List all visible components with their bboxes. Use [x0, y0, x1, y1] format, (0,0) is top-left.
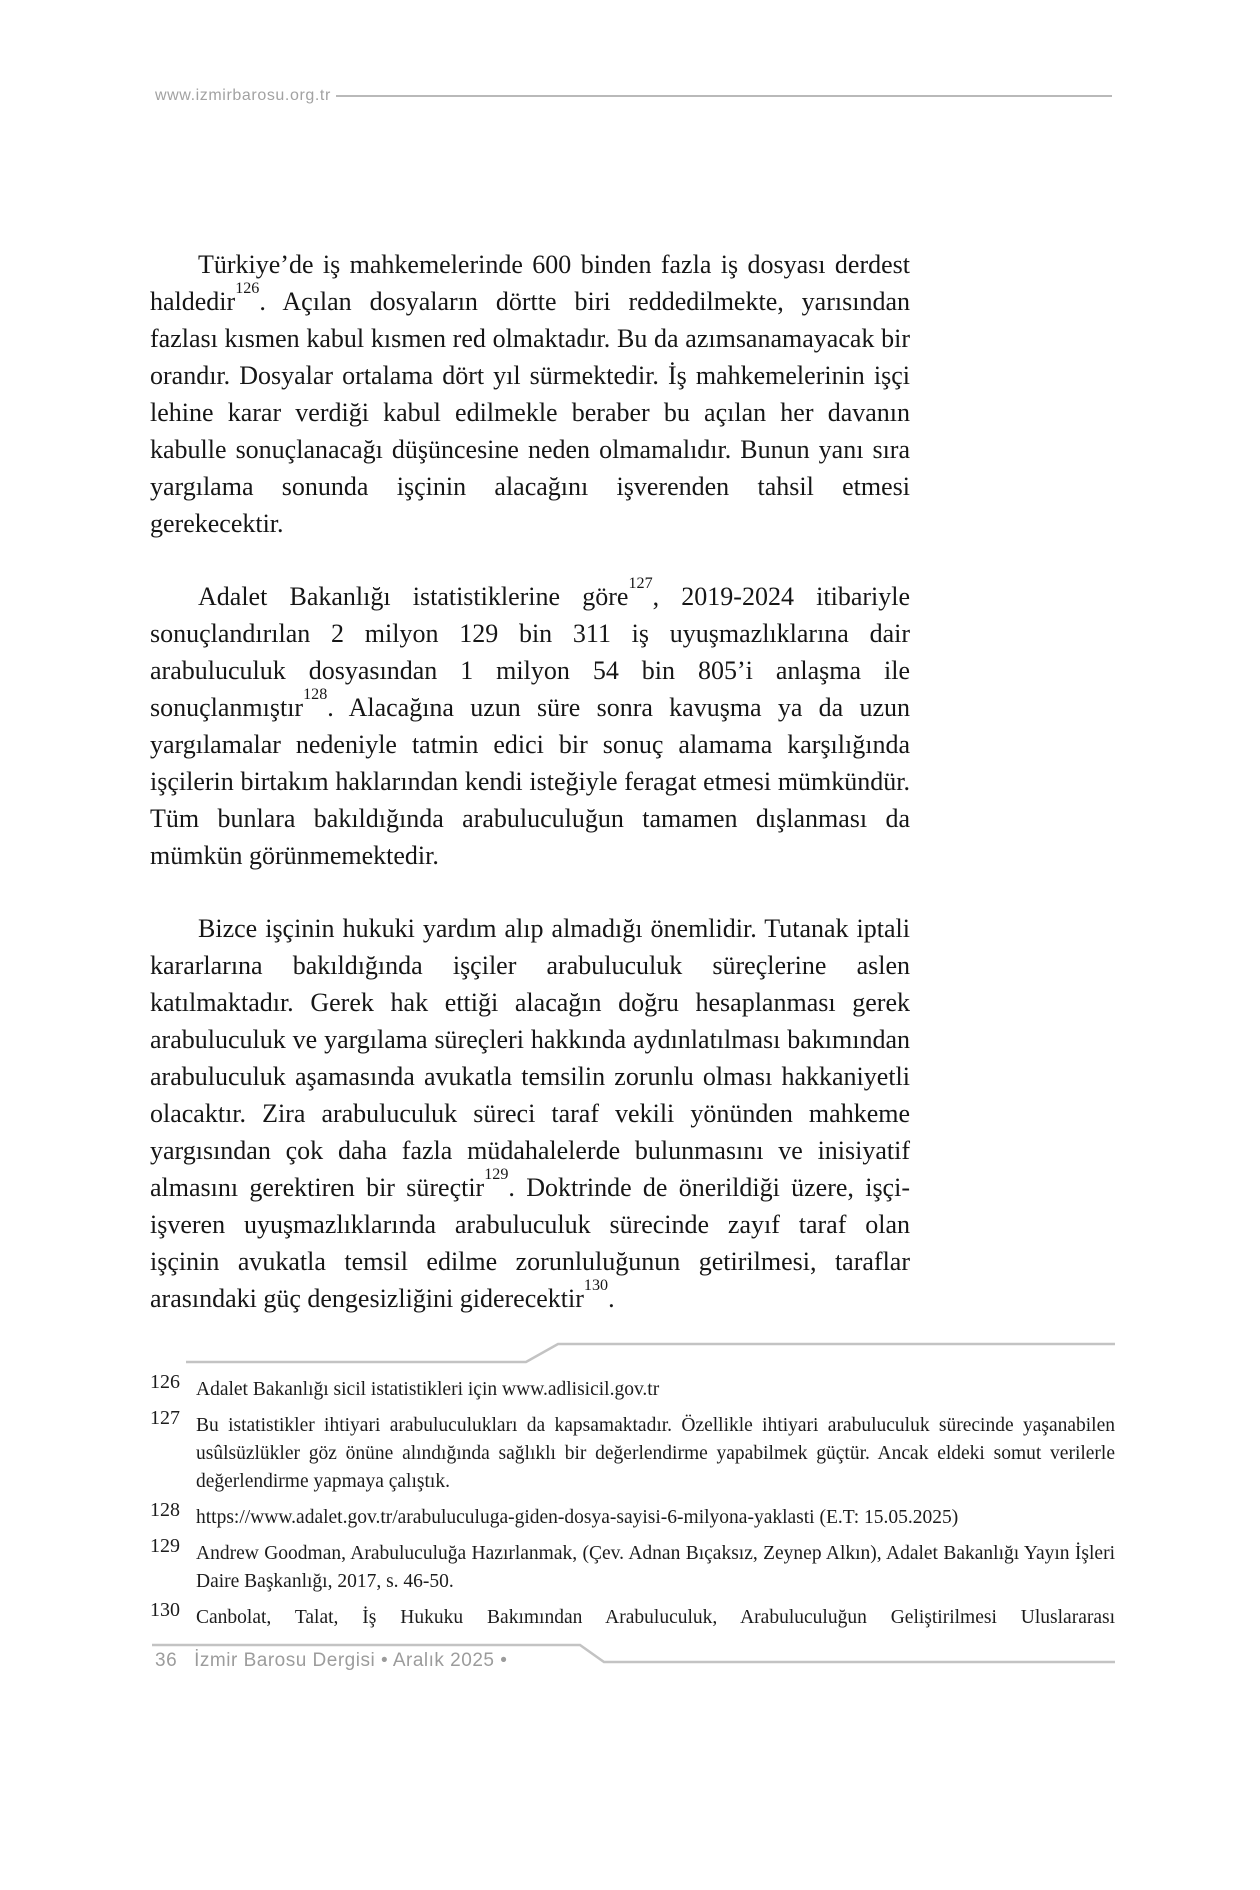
footnote-ref-128: 128: [303, 686, 328, 704]
page-number: 36: [155, 1650, 178, 1671]
paragraph-1: [150, 246, 910, 542]
footnote-ref-127: 127: [628, 575, 653, 593]
article-body: [150, 246, 910, 1317]
footnote-number: 128: [150, 1499, 180, 1521]
footnote-number: 130: [150, 1599, 180, 1621]
footnote-ref-130: 130: [583, 1277, 609, 1295]
footnotes: [150, 1371, 1115, 1640]
footnote-129: [150, 1535, 1115, 1596]
footnote-126: [150, 1371, 1115, 1404]
paragraph-3: [150, 910, 910, 1317]
page-footer: [155, 1650, 507, 1672]
footnote-text: https://www.adalet.gov.tr/arabuluculuga-giden-dosya-sayisi-6-milyona-yaklasti (E.T: 15.05.2025): [196, 1507, 959, 1528]
footnote-text: Adalet Bakanlığı sicil istatistikleri için www.adlisicil.gov.tr: [196, 1379, 660, 1400]
footnote-ref-129: 129: [484, 1166, 509, 1184]
header-rule: [336, 95, 1112, 97]
footnote-ref-126: 126: [235, 280, 260, 298]
paragraph-text: . Açılan dosyaların dörtte biri reddedilmekte, yarısından fazlası kısmen kabul kısmen red olmaktadır. Bu da azımsanamayacak bir orandır. Dosyalar ortalama dört yıl sürmektedir. İş mahkemelerinin işçi lehine karar verdiği kabul edilmekle beraber bu açılan her davanın kabulle sonuçlanacağı düşüncesine neden olmamalıdır. Bunun yanı sıra yargılama sonunda işçinin alacağını işverenden tahsil etmesi gerekecektir.: [150, 287, 910, 538]
footnote-130: [150, 1599, 1115, 1632]
paragraph-text: . Alacağına uzun süre sonra kavuşma ya da uzun yargılamalar nedeniyle tatmin edici bir sonuç alamama karşılığında işçilerin birtakım haklarından kendi isteğiyle feragat etmesi mümkündür. Tüm bunlara bakıldığında arabuluculuğun tamamen dışlanması da mümkün görünmemektedir.: [150, 693, 910, 870]
paragraph-text: Türkiye’de iş mahkemelerinde 600 binden fazla iş dosyası derdest haldedir: [150, 250, 910, 316]
footnote-number: 127: [150, 1407, 180, 1429]
footnote-text: Canbolat, Talat, İş Hukuku Bakımından Arabuluculuk, Arabuluculuğun Geliştirilmesi Uluslararası: [196, 1607, 1115, 1628]
footnote-separator: [150, 1336, 1115, 1368]
footnote-128: [150, 1499, 1115, 1532]
footnote-number: 129: [150, 1535, 180, 1557]
footnote-text: Bu istatistikler ihtiyari arabuluculukları da kapsamaktadır. Özellikle ihtiyari arabuluculuk sürecinde yaşanabilen usûlsüzlükler göz önüne alındığında sağlıklı bir değerlendirme yapabilmek güçtür. Ancak eldeki somut verilerle değerlendirme yapmaya çalıştık.: [196, 1415, 1115, 1492]
journal-title: İzmir Barosu Dergisi • Aralık 2025 •: [194, 1650, 508, 1671]
paragraph-text: .: [608, 1284, 615, 1313]
footnote-127: [150, 1407, 1115, 1496]
paragraph-text: Bizce işçinin hukuki yardım alıp almadığı önemlidir. Tutanak iptali kararlarına bakıldığında işçiler arabuluculuk süreçlerine aslen katılmaktadır. Gerek hak ettiği alacağın doğru hesaplanması gerek arabuluculuk ve yargılama süreçleri hakkında aydınlatılması bakımından arabuluculuk aşamasında avukatla temsilin zorunlu olması hakkaniyetli olacaktır. Zira arabuluculuk süreci taraf vekili yönünden mahkeme yargısından çok daha fazla müdahalelerde bulunmasını ve inisiyatif almasını gerektiren bir süreçtir: [150, 914, 910, 1202]
paragraph-text: Adalet Bakanlığı istatistiklerine göre: [198, 582, 629, 611]
website-url: www.izmirbarosu.org.tr: [155, 87, 331, 104]
footnote-text: Andrew Goodman, Arabuluculuğa Hazırlanmak, (Çev. Adnan Bıçaksız, Zeynep Alkın), Adalet Bakanlığı Yayın İşleri Daire Başkanlığı, 2017, s. 46-50.: [196, 1543, 1115, 1592]
footnote-number: 126: [150, 1371, 180, 1393]
page-header: [155, 87, 1112, 105]
paragraph-text: , 2019-2024 itibariyle sonuçlandırılan 2 milyon 129 bin 311 iş uyuşmazlıklarına dair arabuluculuk dosyasından 1 milyon 54 bin 805’i anlaşma ile sonuçlanmıştır: [150, 582, 911, 722]
paragraph-2: [150, 575, 911, 874]
paragraph-text: . Doktrinde de önerildiği üzere, işçi-işveren uyuşmazlıklarında arabuluculuk sürecinde zayıf taraf olan işçinin avukatla temsil edilme zorunluluğunun getirilmesi, taraflar arasındaki güç dengesizliğini giderecektir: [150, 1173, 910, 1313]
